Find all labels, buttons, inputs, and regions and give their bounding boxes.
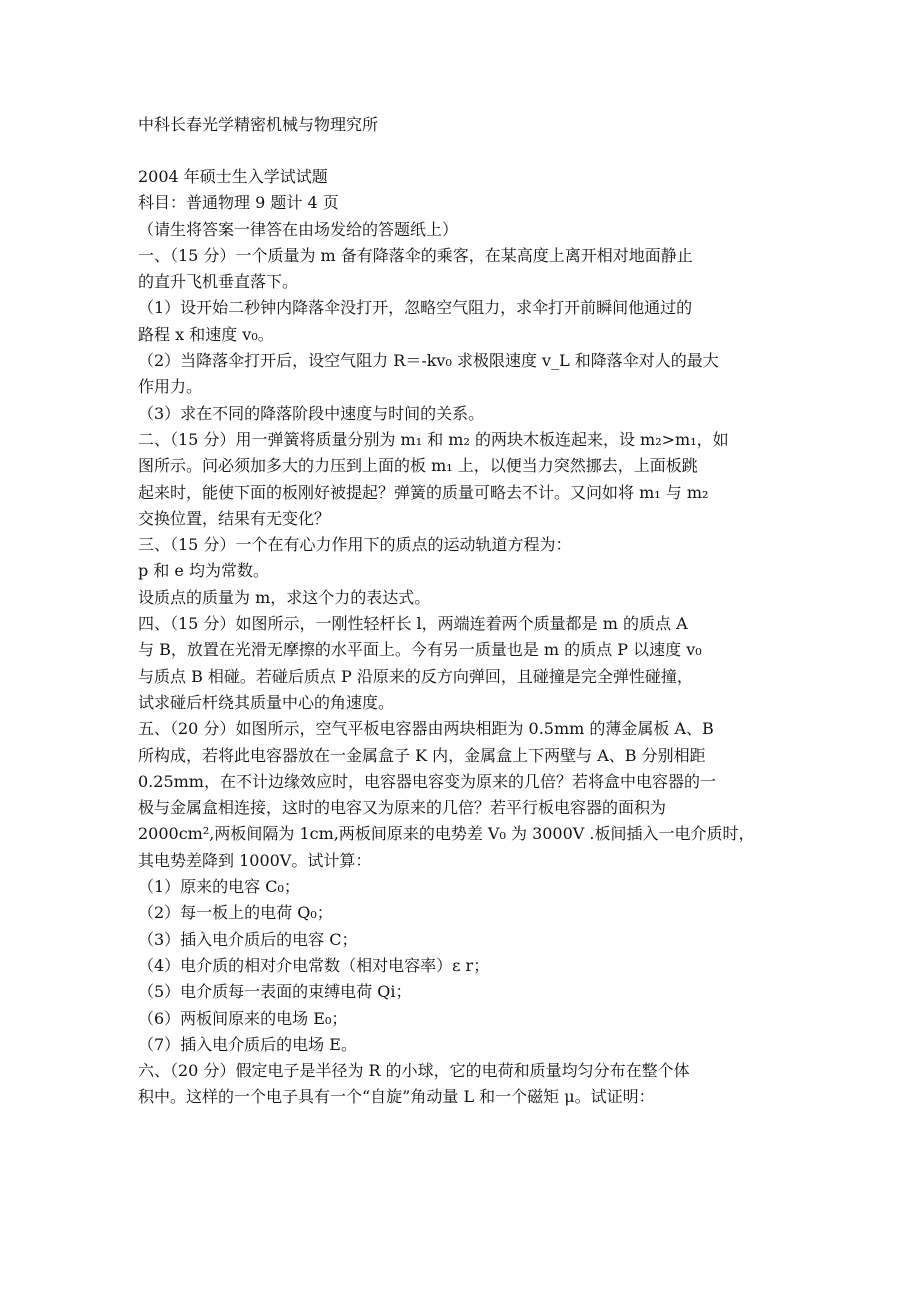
- text-line: 试求碰后杆绕其质量中心的角速度。: [138, 692, 395, 712]
- text-line: 所构成，若将此电容器放在一金属盒子 K 内，金属盒上下两壁与 A、B 分别相距: [138, 745, 706, 765]
- text-line: （4）电介质的相对介电常数（相对电容率）ε r；: [138, 955, 490, 975]
- text-line: 极与金属盒相连接，这时的电容又为原来的几倍？若平行板电容器的面积为: [138, 798, 667, 818]
- text-line: 二、（15 分）用一弹簧将质量分别为 m₁ 和 m₂ 的两块木板连起来，设 m₂>m₁，如: [138, 429, 729, 449]
- text-line: 与 B，放置在光滑无摩擦的水平面上。今有另一质量也是 m 的质点 P 以速度 v₀: [138, 640, 702, 660]
- text-line: （1）设开始二秒钟内降落伞没打开，忽略空气阻力，求伞打开前瞬间他通过的: [138, 298, 693, 318]
- text-line: 三、（15 分）一个在有心力作用下的质点的运动轨道方程为：: [138, 535, 572, 555]
- text-line: 2000cm²,两板间隔为 1cm,两板间原来的电势差 V₀ 为 3000V .板间插入一电介质时，: [138, 824, 755, 844]
- text-line: 起来时，能使下面的板刚好被提起？弹簧的质量可略去不计。又问如将 m₁ 与 m₂: [138, 482, 709, 502]
- document-body: [138, 164, 798, 1111]
- text-line: 0.25mm，在不计边缘效应时，电容器电容变为原来的几倍？若将盒中电容器的一: [138, 771, 716, 791]
- text-line: 一、（15 分）一个质量为 m 备有降落伞的乘客，在某高度上离开相对地面静止: [138, 245, 693, 265]
- text-line: （6）两板间原来的电场 E₀；: [138, 1008, 348, 1028]
- text-line: （2）当降落伞打开后，设空气阻力 R＝-kv₀ 求极限速度 v_L 和降落伞对人的最大: [138, 351, 719, 371]
- text-line: p 和 e 均为常数。: [138, 561, 269, 581]
- text-line: 六、（20 分）假定电子是半径为 R 的小球，它的电荷和质量均匀分布在整个体: [138, 1061, 690, 1081]
- text-line: 五、（20 分）如图所示，空气平板电容器由两块相距为 0.5mm 的薄金属板 A、B: [138, 719, 714, 739]
- text-line: 交换位置，结果有无变化？: [138, 508, 331, 528]
- text-line: 四、（15 分）如图所示，一刚性轻杆长 l，两端连着两个质量都是 m 的质点 A: [138, 614, 688, 634]
- text-line: （7）插入电介质后的电场 E。: [138, 1034, 357, 1054]
- text-line: 其电势差降到 1000V。试计算：: [138, 850, 372, 870]
- text-line: 图所示。问必须加多大的力压到上面的板 m₁ 上，以便当力突然挪去，上面板跳: [138, 456, 698, 476]
- text-line: 路程 x 和速度 v₀。: [138, 324, 274, 344]
- text-line: 与质点 B 相碰。若碰后质点 P 沿原来的反方向弹回，且碰撞是完全弹性碰撞，: [138, 666, 693, 686]
- text-line: （3）求在不同的降落阶段中速度与时间的关系。: [138, 403, 485, 423]
- institute-title: 中科长春光学精密机械与物理究所: [138, 115, 379, 134]
- text-line: 科目：普通物理 9 题计 4 页: [138, 193, 339, 213]
- text-line: 作用力。: [138, 377, 203, 397]
- text-line: （5）电介质每一表面的束缚电荷 Qi；: [138, 982, 412, 1002]
- text-line: （请生将答案一律答在由场发给的答题纸上）: [138, 219, 459, 239]
- text-line: 设质点的质量为 m，求这个力的表达式。: [138, 587, 431, 607]
- text-line: 的直升飞机垂直落下。: [138, 272, 299, 292]
- text-line: （3）插入电介质后的电容 C；: [138, 929, 358, 949]
- text-line: （2）每一板上的电荷 Q₀；: [138, 903, 333, 923]
- document-page: [138, 112, 798, 1111]
- text-line: 2004 年硕士生入学试试题: [138, 167, 328, 186]
- text-line: （1）原来的电容 C₀；: [138, 877, 300, 897]
- text-line: 积中。这样的一个电子具有一个“自旋”角动量 L 和一个磁矩 μ。试证明：: [138, 1087, 655, 1107]
